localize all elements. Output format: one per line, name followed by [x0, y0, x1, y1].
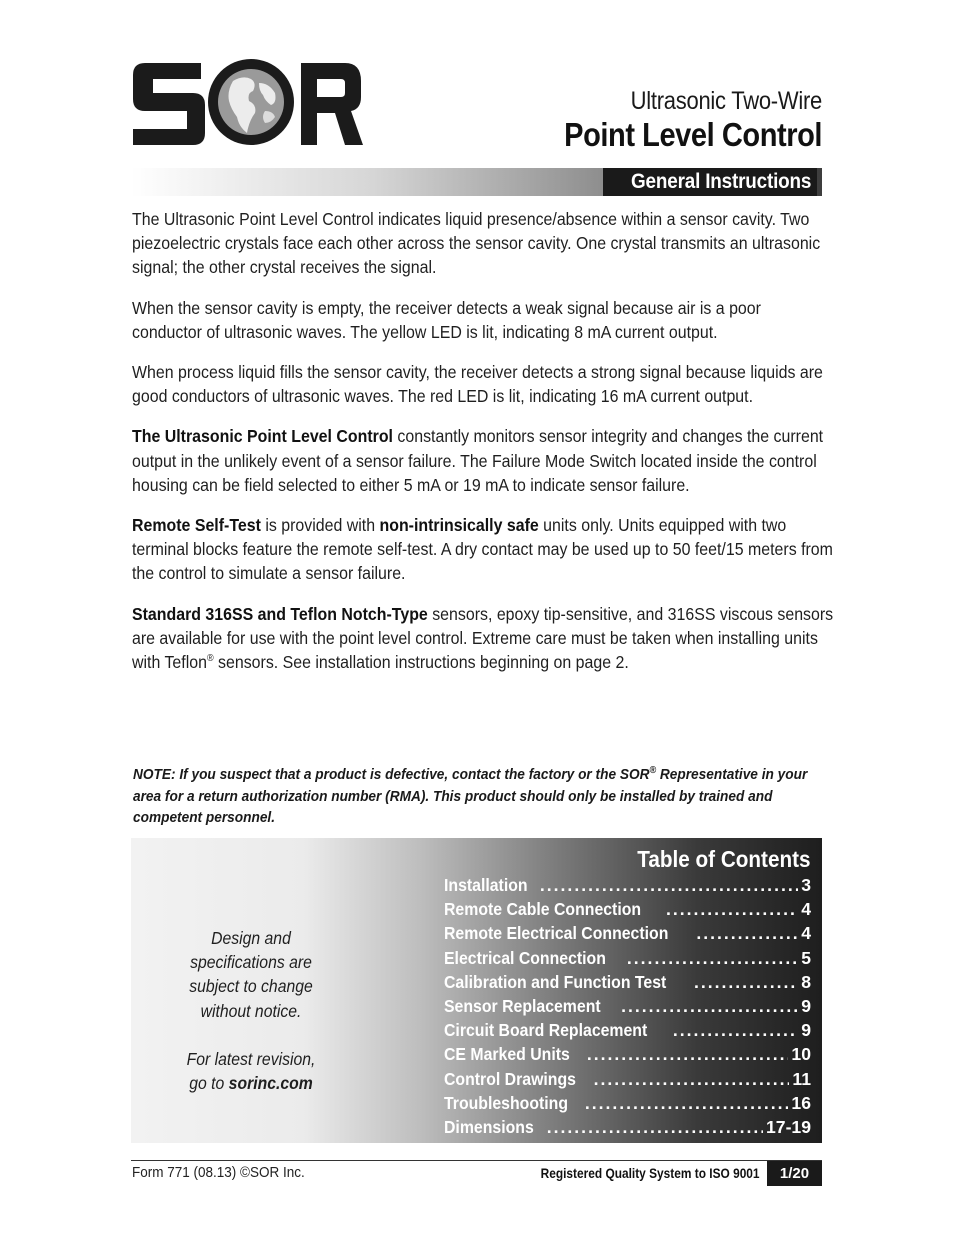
toc-entry-page: 10 [791, 1044, 811, 1065]
form-number: Form 771 (08.13) ©SOR Inc. [132, 1164, 305, 1181]
design-note-gap [180, 1023, 322, 1047]
toc-entry-page: 4 [801, 899, 811, 920]
toc-entry-label: Calibration and Function Test [444, 971, 667, 992]
toc-entry[interactable] [444, 1067, 811, 1091]
paragraph-5-mid: is provided with [260, 515, 380, 536]
toc-entry-label: Control Drawings [444, 1068, 576, 1089]
toc-entry[interactable] [444, 1115, 811, 1139]
design-note [172, 926, 330, 1095]
toc-entry[interactable] [444, 897, 811, 921]
toc-leader-dots [594, 1067, 790, 1091]
paragraph-3: When process liquid fills the sensor cavity, the receiver detects a strong signal because liquids are good conductors of ultrasonic waves. The red LED is lit, indicating 16 mA current output. [132, 362, 823, 407]
toc-entry-label: Sensor Replacement [444, 995, 601, 1016]
toc-entry-label: Remote Cable Connection [444, 899, 642, 920]
paragraph-6-text-a: sensors, epoxy tip-sensitive, and 316SS viscous sensors are available for use with the point level control. Extreme care must be taken when installing units with Teflon [132, 603, 834, 673]
body-text [132, 207, 832, 690]
toc-leader-dots [666, 897, 798, 921]
toc-list [444, 873, 811, 1139]
toc-entry-page: 4 [801, 923, 811, 944]
note-part-1: NOTE: If you suspect that a product is defective, contact the factory or the SOR [133, 766, 650, 783]
toc-entry-page: 11 [792, 1068, 811, 1089]
toc-entry[interactable] [444, 994, 811, 1018]
toc-entry[interactable] [444, 970, 811, 994]
toc-leader-dots [696, 921, 798, 945]
note-registered-mark: ® [649, 764, 657, 776]
toc-leader-dots [587, 1042, 789, 1066]
toc-entry[interactable] [444, 946, 811, 970]
toc-leader-dots [547, 1115, 763, 1139]
toc-entry-page: 17-19 [766, 1116, 811, 1137]
note-part-2: Representative in your area for a return authorization number (RMA). This product should only be installed by trained and competent personnel. [133, 766, 808, 826]
design-note-prefix: go to [189, 1073, 229, 1094]
toc-entry-page: 3 [801, 875, 811, 895]
toc-entry-page: 8 [801, 971, 811, 992]
footer-divider [131, 1160, 822, 1161]
paragraph-5-emphasis: non-intrinsically safe [379, 515, 539, 536]
paragraph-4-text: constantly monitors sensor integrity and changes the current output in the unlikely event of a sensor failure. The Failure Mode Switch located inside the control housing can be field selected to either 5 mA or 19 mA to indicate sensor failure. [132, 426, 824, 495]
toc-leader-dots [627, 946, 798, 970]
toc-entry-label: Electrical Connection [444, 947, 606, 968]
paragraph-6-text-b: sensors. See installation instructions beginning on page 2. [213, 652, 629, 673]
toc-entry-label: Circuit Board Replacement [444, 1020, 648, 1041]
paragraph-4 [132, 424, 833, 497]
note-text [133, 764, 817, 829]
toc-entry-page: 9 [801, 1020, 811, 1041]
paragraph-1: The Ultrasonic Point Level Control indicates liquid presence/absence within a sensor cavity. Two piezoelectric crystals face each other across the sensor cavity. One crystal transmits an ultrasonic signal; the other crystal receives the signal. [132, 209, 821, 278]
toc-entry-label: Remote Electrical Connection [444, 923, 669, 944]
design-note-line: without notice. [200, 1000, 302, 1021]
paragraph-2: When the sensor cavity is empty, the receiver detects a weak signal because air is a poor conductor of ultrasonic waves. The yellow LED is lit, indicating 8 mA current output. [132, 297, 761, 342]
toc-entry[interactable] [444, 1091, 811, 1115]
sor-logo [131, 53, 363, 148]
paragraph-6-lead: Standard 316SS and Teflon Notch-Type [132, 603, 428, 624]
toc-leader-dots [585, 1091, 789, 1115]
toc-entry-label: Troubleshooting [444, 1092, 569, 1113]
toc-entry-label: CE Marked Units [444, 1044, 570, 1065]
sor-logo-graphic [131, 53, 363, 148]
title-block [529, 86, 822, 154]
toc-entry-page: 9 [801, 995, 811, 1016]
toc-leader-dots [540, 873, 798, 897]
design-note-line: Design and [211, 928, 291, 948]
design-note-line: subject to change [189, 976, 313, 997]
website-link[interactable]: sorinc.com [228, 1073, 313, 1094]
toc-entry[interactable] [444, 1018, 811, 1042]
product-subtitle: Ultrasonic Two-Wire [630, 87, 822, 115]
toc-entry[interactable] [444, 873, 811, 897]
toc-entry[interactable] [444, 1042, 811, 1066]
page-number: 1/20 [767, 1161, 822, 1186]
paragraph-6 [132, 602, 833, 675]
toc-entry-label: Dimensions [444, 1116, 534, 1137]
toc-leader-dots [673, 1018, 798, 1042]
toc-entry-label: Installation [444, 875, 528, 895]
design-note-line: For latest revision, [186, 1048, 316, 1069]
page-title: Point Level Control [564, 116, 822, 153]
section-label: General Instructions [603, 168, 817, 196]
registered-mark: ® [206, 653, 214, 665]
paragraph-4-lead: The Ultrasonic Point Level Control [132, 426, 393, 447]
quality-statement: Registered Quality System to ISO 9001 [541, 1165, 760, 1181]
paragraph-5-text: units only. Units equipped with two terminal blocks feature the remote self-test. A dry contact may be used up to 50 feet/15 meters from the control to simulate a sensor failure. [132, 515, 833, 584]
toc-title: Table of Contents [637, 846, 811, 872]
design-note-line: specifications are [190, 952, 312, 973]
section-header-bar [131, 168, 822, 196]
design-note-line [180, 1071, 322, 1095]
toc-entry[interactable] [444, 921, 811, 945]
toc-entry-page: 5 [801, 947, 811, 968]
toc-leader-dots [694, 970, 798, 994]
toc-leader-dots [621, 994, 798, 1018]
paragraph-5-lead: Remote Self-Test [132, 515, 261, 536]
toc-entry-page: 16 [791, 1092, 811, 1113]
paragraph-5 [132, 513, 833, 586]
